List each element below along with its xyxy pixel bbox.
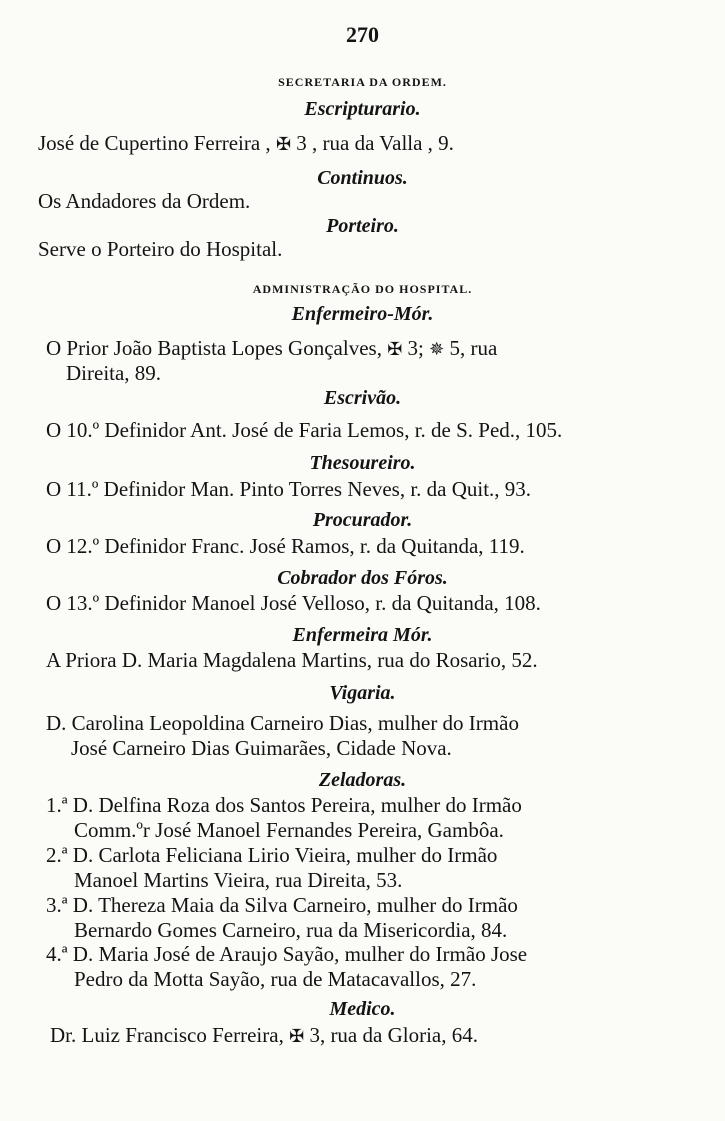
entry-enfermeiro-name: O Prior João Baptista Lopes Gonçalves, <box>46 336 382 360</box>
entry-enfermeira: A Priora D. Maria Magdalena Martins, rua do Rosario, 52. <box>46 648 538 672</box>
label-cobrador: Cobrador dos Fóros. <box>277 567 448 589</box>
entry-escripturario-address: 3 , rua da Valla , 9. <box>296 131 454 155</box>
entry-vigaria-line2: José Carneiro Dias Guimarães, Cidade Nova. <box>71 736 452 760</box>
label-enfermeira-mor: Enfermeira Mór. <box>292 624 433 646</box>
cross-pattee-icon: ✠ <box>275 134 292 154</box>
entry-zeladora-2-line2: Manoel Martins Vieira, rua Direita, 53. <box>74 868 403 892</box>
entry-porteiro: Serve o Porteiro do Hospital. <box>38 237 283 261</box>
entry-medico-name: Dr. Luiz Francisco Ferreira, <box>50 1023 284 1047</box>
entry-medico-address: 3, rua da Gloria, 64. <box>309 1023 478 1047</box>
entry-enfermeiro-line1 <box>46 336 497 361</box>
entry-cobrador: O 13.º Definidor Manoel José Velloso, r. da Quitanda, 108. <box>46 591 541 615</box>
entry-enfermeiro-street: 5, rua <box>449 336 498 360</box>
entry-zeladora-1-line1: 1.ª D. Delfina Roza dos Santos Pereira, mulher do Irmão <box>46 793 522 817</box>
entry-zeladora-4-line2: Pedro da Motta Sayão, rua de Matacavallos, 27. <box>74 967 477 991</box>
entry-zeladora-4-line1: 4.ª D. Maria José de Araujo Sayão, mulher do Irmão Jose <box>46 942 528 966</box>
entry-escripturario-name: José de Cupertino Ferreira , <box>38 131 271 155</box>
entry-procurador: O 12.º Definidor Franc. José Ramos, r. da Quitanda, 119. <box>46 534 525 558</box>
entry-zeladora-2-line1: 2.ª D. Carlota Feliciana Lirio Vieira, mulher do Irmão <box>46 843 498 867</box>
label-enfermeiro-mor: Enfermeiro-Mór. <box>291 303 434 325</box>
entry-escripturario <box>38 131 454 156</box>
entry-zeladora-3-line1: 3.ª D. Thereza Maia da Silva Carneiro, mulher do Irmão <box>46 893 518 917</box>
entry-continuos: Os Andadores da Ordem. <box>38 189 251 213</box>
cross-pattee-icon: ✠ <box>289 1026 305 1046</box>
entry-zeladora-1-line2: Comm.ºr José Manoel Fernandes Pereira, Gambôa. <box>74 818 504 842</box>
label-escrivao: Escrivão. <box>323 387 402 409</box>
label-medico: Medico. <box>329 998 396 1020</box>
entry-thesoureiro: O 11.º Definidor Man. Pinto Torres Neves, r. da Quit., 93. <box>46 477 532 501</box>
section-heading-administracao: ADMINISTRAÇÃO DO HOSPITAL. <box>252 282 473 296</box>
entry-zeladora-3-line2: Bernardo Gomes Carneiro, rua da Misericordia, 84. <box>74 918 508 942</box>
entry-enfermeiro-grade: 3; <box>407 336 424 360</box>
entry-enfermeiro-line2: Direita, 89. <box>66 361 162 385</box>
section-heading-secretaria: SECRETARIA DA ORDEM. <box>278 75 447 89</box>
label-thesoureiro: Thesoureiro. <box>309 452 416 474</box>
label-procurador: Procurador. <box>312 509 413 531</box>
label-continuos: Continuos. <box>317 167 408 189</box>
label-vigaria: Vigaria. <box>329 682 396 704</box>
label-zeladoras: Zeladoras. <box>318 769 407 791</box>
entry-vigaria-line1: D. Carolina Leopoldina Carneiro Dias, mulher do Irmão <box>46 711 519 735</box>
label-escripturario: Escripturario. <box>304 98 421 120</box>
page-number: 270 <box>346 22 379 47</box>
cross-pattee-icon: ✠ <box>387 339 403 359</box>
label-porteiro: Porteiro. <box>326 215 399 237</box>
entry-escrivao: O 10.º Definidor Ant. José de Faria Lemos, r. de S. Ped., 105. <box>46 418 563 442</box>
entry-medico <box>50 1023 478 1048</box>
star-order-icon: ✵ <box>429 339 445 359</box>
